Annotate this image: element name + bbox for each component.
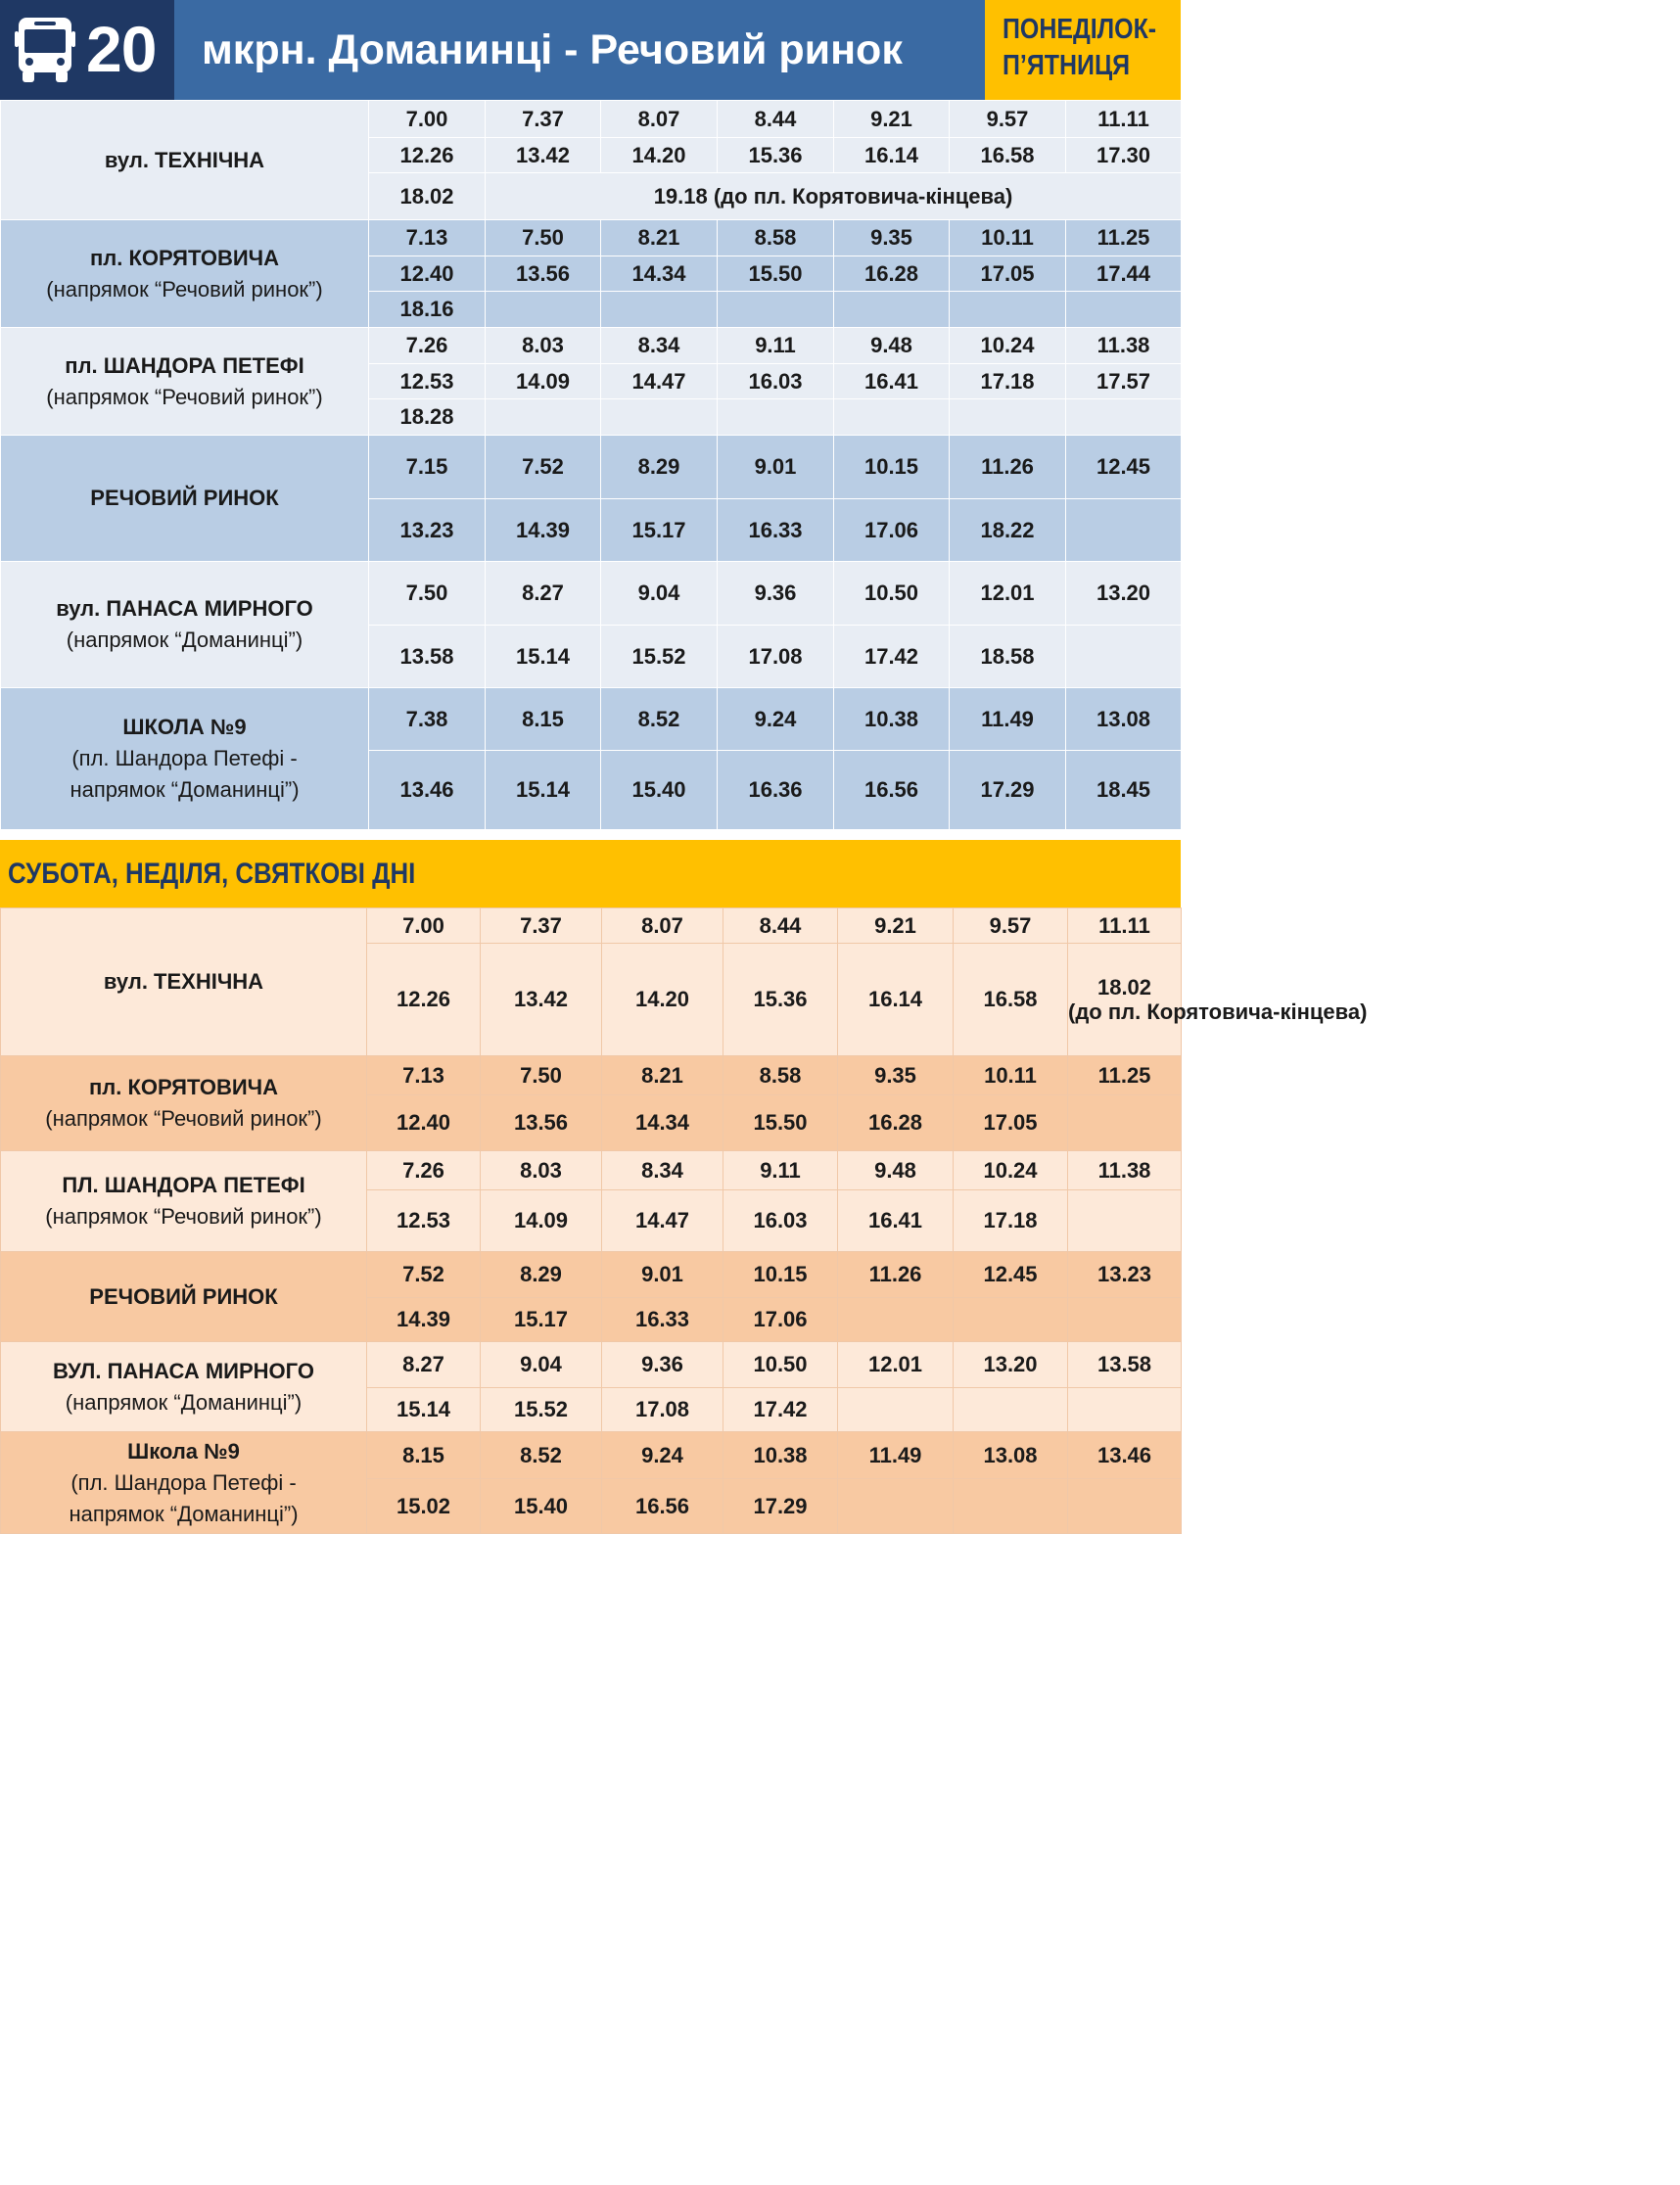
time-cell: 8.29 [481,1252,602,1298]
time-cell: 8.29 [601,436,718,499]
stop-name: вул. ТЕХНІЧНА [103,969,264,994]
time-cell [1068,1479,1182,1534]
time-cell: 15.36 [723,944,838,1056]
time-cell: 16.41 [838,1190,954,1252]
time-note-cell [1068,944,1368,1056]
time-cell [1068,1190,1182,1252]
time-cell: 17.18 [950,364,1066,399]
time-cell: 7.52 [486,436,601,499]
stop-name: вул. ТЕХНІЧНА [104,147,265,172]
stop-cell [1,1342,367,1432]
time-cell [486,292,601,328]
time-cell: 16.14 [834,138,950,173]
time-cell [1066,499,1182,562]
weekday-label-line1: ПОНЕДІЛОК- [1003,14,1157,45]
time-cell: 16.14 [838,944,954,1056]
time-cell: 15.40 [481,1479,602,1534]
time-cell: 17.57 [1066,364,1182,399]
table-row [1,1432,1182,1479]
stop-direction: (напрямок “Речовий ринок”) [45,1106,322,1131]
time-cell: 18.28 [369,399,486,436]
time-cell: 8.27 [367,1342,481,1388]
time-note-cell: 19.18 (до пл. Корятовича-кінцева) [486,173,1182,220]
time-cell: 7.15 [369,436,486,499]
time-cell: 9.11 [723,1151,838,1190]
time-cell: 18.22 [950,499,1066,562]
time-cell: 10.11 [950,220,1066,256]
time-cell: 7.50 [369,562,486,626]
time-cell: 17.06 [834,499,950,562]
time-cell [834,399,950,436]
header-bar [0,0,1181,100]
time-cell: 8.15 [367,1432,481,1479]
time-cell: 14.20 [601,138,718,173]
time-cell: 16.33 [718,499,834,562]
note-time: 18.02 [1097,975,1152,1000]
time-cell: 9.04 [601,562,718,626]
time-cell: 16.03 [718,364,834,399]
time-cell [1068,1298,1182,1342]
time-cell: 13.56 [486,256,601,292]
time-cell: 11.38 [1068,1151,1182,1190]
time-cell: 7.37 [481,908,602,944]
time-cell: 9.24 [718,688,834,751]
time-cell: 7.00 [369,101,486,138]
time-cell: 14.09 [481,1190,602,1252]
time-cell: 8.07 [601,101,718,138]
time-cell: 7.52 [367,1252,481,1298]
table-row [1,562,1182,626]
stop-cell [1,220,369,328]
table-row [1,908,1182,944]
time-cell: 12.45 [954,1252,1068,1298]
time-cell [838,1298,954,1342]
time-cell [950,399,1066,436]
time-cell: 8.58 [718,220,834,256]
time-cell: 13.42 [481,944,602,1056]
time-cell [1066,626,1182,688]
note-text: (до пл. Корятовича-кінцева) [1068,1000,1368,1024]
time-cell: 13.08 [954,1432,1068,1479]
stop-cell [1,688,369,830]
stop-name: пл. ШАНДОРА ПЕТЕФІ [65,352,304,378]
stop-name: ШКОЛА №9 [122,715,247,739]
time-cell: 13.20 [954,1342,1068,1388]
time-cell: 8.44 [723,908,838,944]
time-cell: 15.14 [367,1388,481,1432]
time-cell: 16.33 [602,1298,723,1342]
section-gap [0,830,1181,840]
time-cell: 8.03 [481,1151,602,1190]
stop-name: ПЛ. ШАНДОРА ПЕТЕФІ [62,1173,305,1197]
time-cell: 11.49 [950,688,1066,751]
time-cell: 11.49 [838,1432,954,1479]
time-cell: 14.47 [602,1190,723,1252]
time-cell: 7.38 [369,688,486,751]
time-cell: 7.50 [486,220,601,256]
time-cell: 15.36 [718,138,834,173]
time-cell: 7.13 [369,220,486,256]
route-title: мкрн. Доманинці - Речовий ринок [202,26,903,73]
time-cell [954,1388,1068,1432]
stop-direction: (напрямок “Доманинці”) [65,1389,303,1415]
table-row [1,436,1182,499]
time-cell: 14.34 [601,256,718,292]
time-cell [954,1298,1068,1342]
time-cell: 16.28 [838,1095,954,1151]
time-cell: 11.11 [1066,101,1182,138]
time-cell: 16.41 [834,364,950,399]
stop-cell [1,1252,367,1342]
stop-direction: (напрямок “Речовий ринок”) [46,384,323,409]
time-cell: 16.58 [950,138,1066,173]
weekday-schedule-table [0,100,1182,830]
time-cell: 15.40 [601,751,718,830]
time-cell: 8.58 [723,1056,838,1095]
time-cell: 10.38 [723,1432,838,1479]
time-cell: 15.14 [486,751,601,830]
stop-direction: напрямок “Доманинці”) [70,777,300,802]
time-cell: 12.40 [369,256,486,292]
bus-icon [15,14,75,84]
table-row [1,1056,1182,1095]
stop-name: пл. КОРЯТОВИЧА [89,245,279,270]
stop-cell [1,908,367,1056]
weekend-schedule-table [0,907,1368,1534]
time-cell: 9.35 [834,220,950,256]
time-cell: 11.25 [1068,1056,1182,1095]
time-cell: 9.48 [834,328,950,364]
time-cell: 10.38 [834,688,950,751]
time-cell: 7.13 [367,1056,481,1095]
time-cell: 17.06 [723,1298,838,1342]
weekday-badge [985,0,1181,100]
time-cell: 9.04 [481,1342,602,1388]
stop-name: пл. КОРЯТОВИЧА [88,1075,278,1099]
time-cell: 8.07 [602,908,723,944]
stop-name: вул. ПАНАСА МИРНОГО [56,596,313,621]
time-cell: 18.02 [369,173,486,220]
time-cell: 18.58 [950,626,1066,688]
time-cell [601,399,718,436]
time-cell: 11.11 [1068,908,1182,944]
stop-cell [1,101,369,220]
time-cell: 8.34 [602,1151,723,1190]
table-row [1,101,1182,138]
time-cell: 8.03 [486,328,601,364]
stop-name: ВУЛ. ПАНАСА МИРНОГО [53,1358,314,1383]
time-cell: 9.48 [838,1151,954,1190]
time-cell: 9.36 [718,562,834,626]
time-cell [838,1479,954,1534]
time-cell: 9.11 [718,328,834,364]
time-cell [1066,292,1182,328]
time-cell: 11.38 [1066,328,1182,364]
time-cell: 15.50 [723,1095,838,1151]
time-cell: 10.50 [723,1342,838,1388]
time-cell: 17.42 [723,1388,838,1432]
time-cell: 14.09 [486,364,601,399]
time-cell: 9.01 [602,1252,723,1298]
time-cell: 8.27 [486,562,601,626]
time-cell: 13.46 [1068,1432,1182,1479]
time-cell: 7.50 [481,1056,602,1095]
time-cell: 15.02 [367,1479,481,1534]
time-cell: 9.21 [834,101,950,138]
time-cell: 10.24 [954,1151,1068,1190]
time-cell: 14.39 [486,499,601,562]
time-cell [1066,399,1182,436]
time-cell: 7.00 [367,908,481,944]
time-cell: 16.58 [954,944,1068,1056]
time-cell: 9.21 [838,908,954,944]
time-cell: 13.20 [1066,562,1182,626]
time-cell [486,399,601,436]
time-cell: 17.18 [954,1190,1068,1252]
time-cell: 9.24 [602,1432,723,1479]
weekday-label-line2: П’ЯТНИЦЯ [1003,50,1131,81]
time-cell: 13.56 [481,1095,602,1151]
time-cell: 10.24 [950,328,1066,364]
time-cell [954,1479,1068,1534]
time-cell: 12.01 [838,1342,954,1388]
time-cell: 12.01 [950,562,1066,626]
time-cell: 8.34 [601,328,718,364]
time-cell: 9.36 [602,1342,723,1388]
time-cell: 15.14 [486,626,601,688]
time-cell [834,292,950,328]
time-cell: 15.17 [601,499,718,562]
time-cell: 11.26 [838,1252,954,1298]
stop-name: РЕЧОВИЙ РИНОК [89,1283,278,1309]
stop-cell [1,1432,367,1534]
time-cell: 13.23 [369,499,486,562]
time-cell: 15.17 [481,1298,602,1342]
weekend-header [0,840,1181,907]
stop-cell [1,328,369,436]
time-cell: 8.52 [481,1432,602,1479]
time-cell: 13.23 [1068,1252,1182,1298]
table-row [1,1151,1182,1190]
time-cell: 18.16 [369,292,486,328]
time-cell: 9.01 [718,436,834,499]
stop-name: Школа №9 [127,1438,240,1464]
weekday-label [1003,12,1157,84]
table-row [1,328,1182,364]
stop-cell [1,1151,367,1252]
time-cell [1068,1095,1182,1151]
time-cell: 17.29 [723,1479,838,1534]
time-cell: 11.25 [1066,220,1182,256]
stop-direction: (напрямок “Доманинці”) [66,628,303,652]
time-cell: 12.53 [369,364,486,399]
time-cell: 17.08 [718,626,834,688]
time-cell: 8.52 [601,688,718,751]
time-cell: 16.56 [834,751,950,830]
time-cell: 16.56 [602,1479,723,1534]
route-number: 20 [86,13,157,85]
time-cell: 13.42 [486,138,601,173]
stop-direction: (напрямок “Речовий ринок”) [45,1204,322,1229]
time-cell [718,292,834,328]
time-cell: 17.42 [834,626,950,688]
time-cell: 14.47 [601,364,718,399]
time-cell: 15.52 [601,626,718,688]
time-cell: 10.15 [834,436,950,499]
time-cell: 12.26 [367,944,481,1056]
time-cell [950,292,1066,328]
time-cell: 7.26 [367,1151,481,1190]
time-cell: 16.03 [723,1190,838,1252]
weekend-label: СУБОТА, НЕДІЛЯ, СВЯТКОВІ ДНІ [8,858,416,890]
time-cell: 13.46 [369,751,486,830]
stop-direction: (пл. Шандора Петефі - [71,746,298,770]
time-cell: 8.15 [486,688,601,751]
time-cell: 8.21 [602,1056,723,1095]
time-cell: 13.58 [369,626,486,688]
time-cell: 11.26 [950,436,1066,499]
stop-cell [1,562,369,688]
time-cell: 14.39 [367,1298,481,1342]
table-row [1,220,1182,256]
stop-direction: (напрямок “Речовий ринок”) [46,276,323,302]
stop-direction: напрямок “Доманинці”) [69,1501,299,1526]
time-cell [718,399,834,436]
time-cell: 8.44 [718,101,834,138]
time-cell: 17.08 [602,1388,723,1432]
time-cell [838,1388,954,1432]
time-cell: 12.26 [369,138,486,173]
time-cell: 17.29 [950,751,1066,830]
time-cell: 12.53 [367,1190,481,1252]
time-cell: 9.57 [950,101,1066,138]
time-cell: 10.11 [954,1056,1068,1095]
time-cell: 12.40 [367,1095,481,1151]
time-cell: 15.52 [481,1388,602,1432]
time-cell: 16.28 [834,256,950,292]
table-row [1,1252,1182,1298]
time-cell: 14.34 [602,1095,723,1151]
time-cell: 17.44 [1066,256,1182,292]
stop-cell [1,436,369,562]
time-cell: 7.37 [486,101,601,138]
time-cell: 17.05 [950,256,1066,292]
time-cell: 10.15 [723,1252,838,1298]
stop-cell [1,1056,367,1151]
time-cell: 13.58 [1068,1342,1182,1388]
time-cell: 15.50 [718,256,834,292]
time-cell: 17.30 [1066,138,1182,173]
time-cell: 9.35 [838,1056,954,1095]
time-cell: 17.05 [954,1095,1068,1151]
time-cell [601,292,718,328]
time-cell: 8.21 [601,220,718,256]
time-cell: 7.26 [369,328,486,364]
table-row [1,688,1182,751]
time-cell: 14.20 [602,944,723,1056]
time-cell: 10.50 [834,562,950,626]
time-cell: 12.45 [1066,436,1182,499]
table-row [1,1342,1182,1388]
time-cell: 18.45 [1066,751,1182,830]
route-number-box [0,0,174,100]
stop-name: РЕЧОВИЙ РИНОК [90,486,279,510]
time-cell [1068,1388,1182,1432]
stop-direction: (пл. Шандора Петефі - [70,1469,297,1495]
time-cell: 9.57 [954,908,1068,944]
time-cell: 16.36 [718,751,834,830]
time-cell: 13.08 [1066,688,1182,751]
